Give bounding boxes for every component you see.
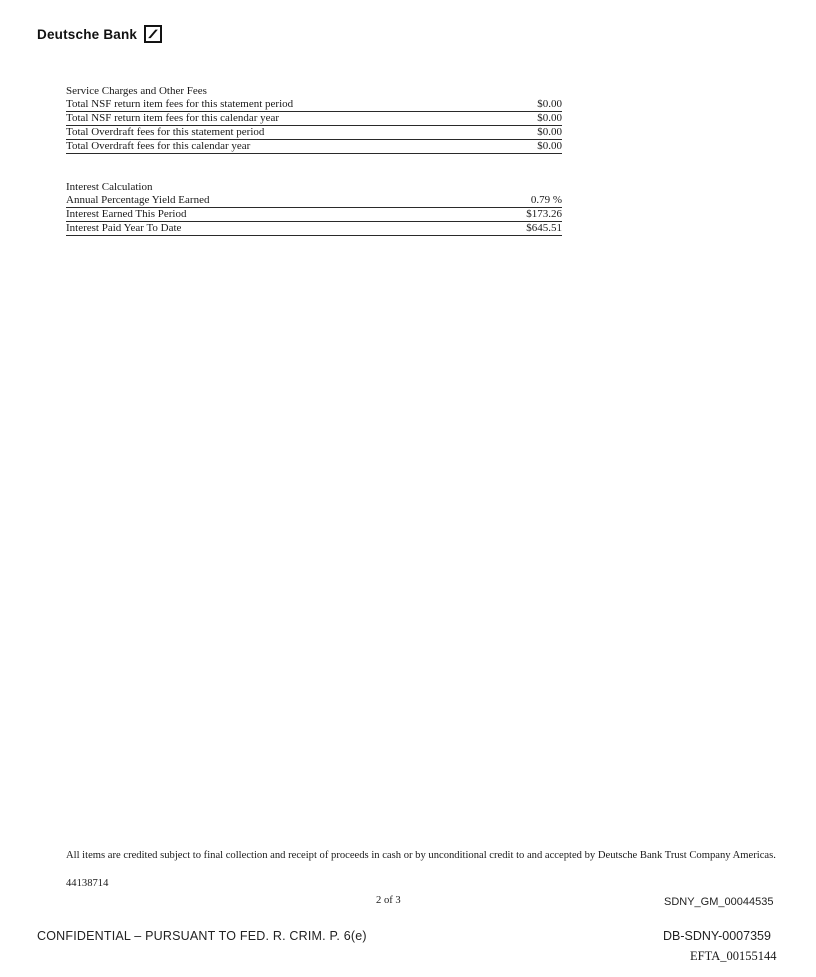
page-indicator: 2 of 3 xyxy=(376,895,401,906)
fee-row-value: $0.00 xyxy=(537,126,562,138)
interest-row-value: $173.26 xyxy=(526,208,562,220)
confidential-notice: CONFIDENTIAL – PURSUANT TO FED. R. CRIM. P. 6(e) xyxy=(37,929,367,943)
bates-stamp-efta: EFTA_00155144 xyxy=(690,949,777,963)
fee-row xyxy=(66,112,562,126)
interest-row-label: Interest Paid Year To Date xyxy=(66,222,182,234)
credit-disclaimer: All items are credited subject to final collection and receipt of proceeds in cash or by unconditional credit to and accepted by Deutsche Bank Trust Company Americas. xyxy=(66,850,776,861)
fee-row-label: Total NSF return item fees for this statement period xyxy=(66,98,294,110)
fee-row-label: Total Overdraft fees for this statement period xyxy=(66,126,265,138)
fees-section-title: Service Charges and Other Fees xyxy=(66,85,207,97)
fee-row-value: $0.00 xyxy=(537,112,562,124)
bates-stamp-db-sdny: DB-SDNY-0007359 xyxy=(663,929,771,943)
bank-name: Deutsche Bank xyxy=(37,26,138,42)
fee-row-label: Total Overdraft fees for this calendar year xyxy=(66,140,251,152)
fees-section xyxy=(66,84,562,154)
interest-row xyxy=(66,208,562,222)
fee-row-value: $0.00 xyxy=(537,98,562,110)
fee-row xyxy=(66,98,562,112)
interest-section xyxy=(66,180,562,236)
fee-row-label: Total NSF return item fees for this calendar year xyxy=(66,112,280,124)
statement-reference-number: 44138714 xyxy=(66,878,109,889)
interest-row xyxy=(66,194,562,208)
interest-row-value: $645.51 xyxy=(526,222,562,234)
interest-row-label: Annual Percentage Yield Earned xyxy=(66,194,210,206)
bates-stamp-sdny-gm: SDNY_GM_00044535 xyxy=(664,896,774,908)
fee-row xyxy=(66,126,562,140)
interest-row-value: 0.79 % xyxy=(530,194,562,206)
fee-row xyxy=(66,140,562,154)
interest-row-label: Interest Earned This Period xyxy=(66,208,187,220)
interest-section-title: Interest Calculation xyxy=(66,181,153,193)
interest-row xyxy=(66,222,562,236)
deutsche-bank-slash-icon xyxy=(144,25,162,43)
bank-logo-lockup xyxy=(37,25,162,43)
fee-row-value: $0.00 xyxy=(537,140,562,152)
